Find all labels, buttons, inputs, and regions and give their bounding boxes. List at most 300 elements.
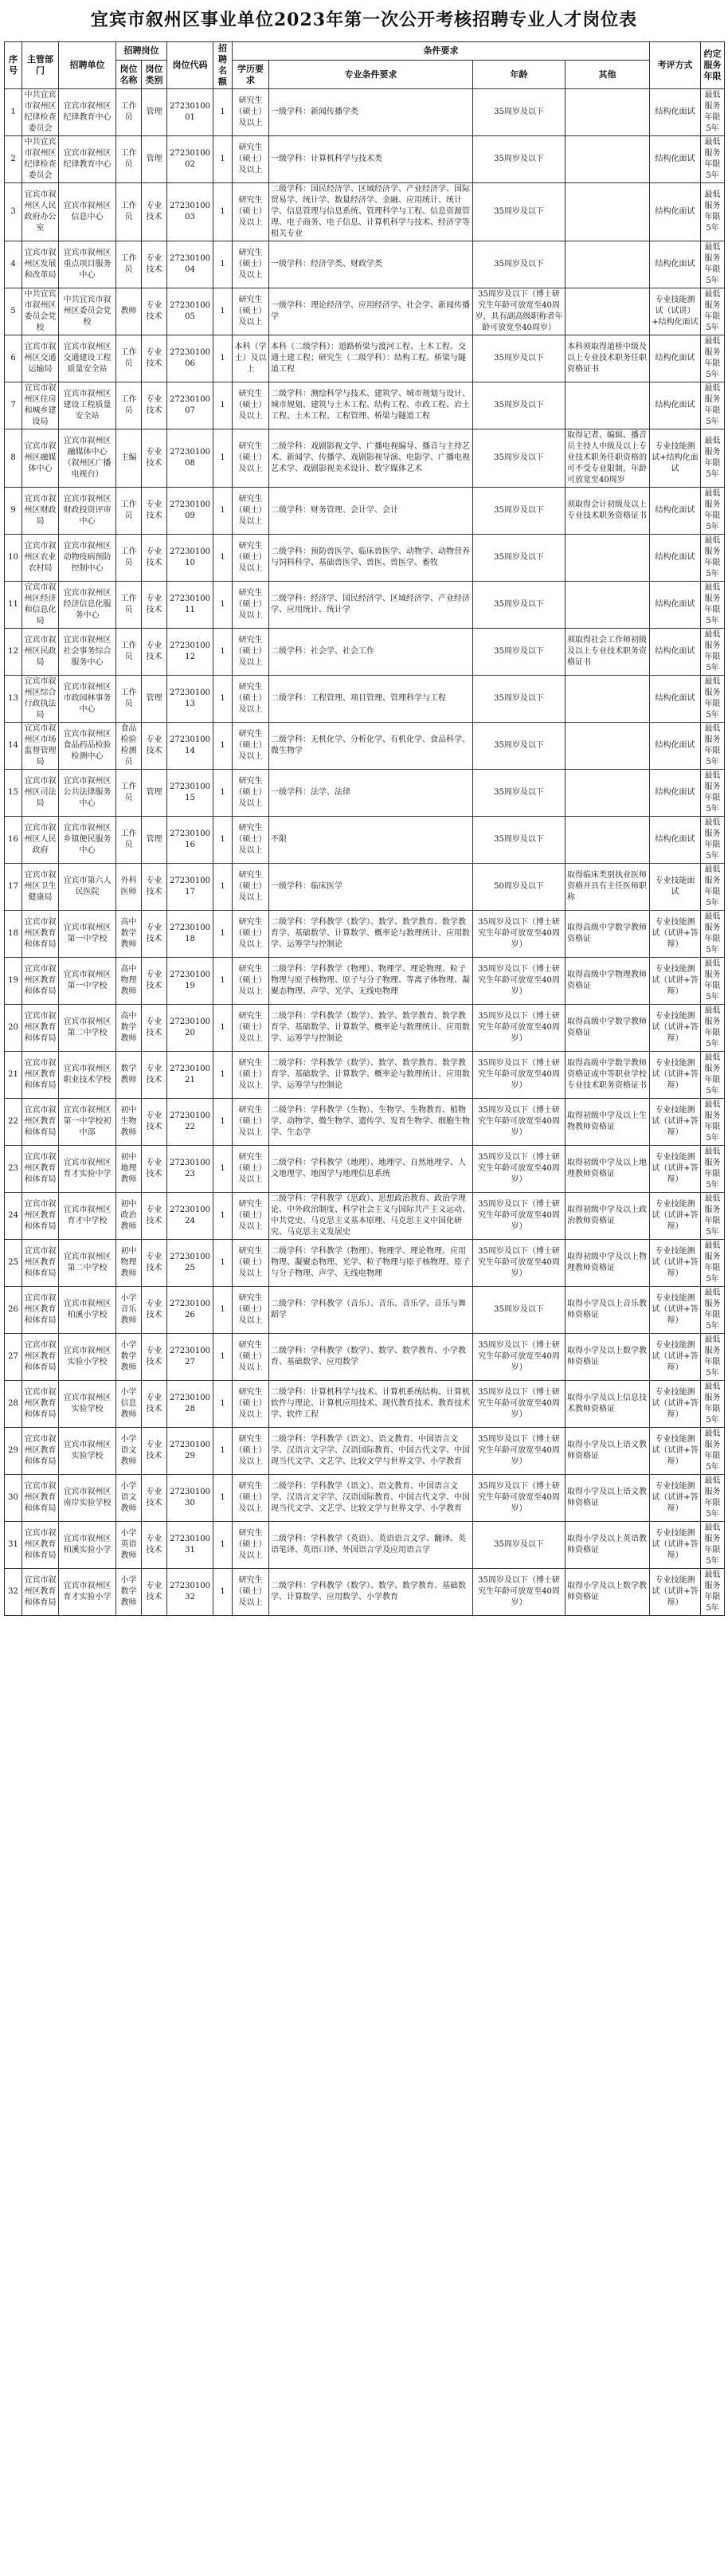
cell-post-code: 2723010002 [167,136,213,183]
cell-age: 35周岁及以下（博士研究生年龄可放宽至40周岁） [473,1099,566,1146]
cell-post-code: 2723010018 [167,911,213,958]
cell-post-name: 工作员 [116,136,142,183]
cell-post-type: 专业技术 [142,488,167,535]
cell-method: 结构化面试 [650,241,701,288]
cell-other [566,241,650,288]
cell-post-type: 专业技术 [142,1475,167,1522]
cell-method: 专业技能测试+结构化面试 [650,429,701,488]
cell-num: 1 [213,582,233,629]
cell-post-type: 专业技术 [142,864,167,911]
cell-other [566,89,650,136]
cell-other [566,288,650,335]
cell-major: 二级学科：学科教学（数学）、数学、数学教育、小学教育、基础数学、应用数学 [269,1334,473,1381]
cell-unit: 宜宾市叙州区第一中学校初中部 [59,1099,116,1146]
table-row [5,1005,725,1052]
cell-age: 35周岁及以下 [473,770,566,817]
cell-term: 最低服务年限5年 [701,864,725,911]
cell-method: 结构化面试 [650,723,701,770]
cell-post-code: 2723010025 [167,1240,213,1287]
cell-age: 35周岁及以下 [473,429,566,488]
cell-unit: 宜宾市叙州区实验学校 [59,1381,116,1428]
cell-method: 专业技能面试 [650,864,701,911]
cell-unit: 宜宾市叙州区第二中学校 [59,1240,116,1287]
cell-dept: 宜宾市叙州区财政局 [22,488,59,535]
cell-edu: 本科（学士）及以上 [233,335,269,382]
cell-age: 35周岁及以下（博士研究生年龄可放宽至40周岁） [473,1569,566,1616]
cell-dept: 宜宾市叙州区教育和体育局 [22,1475,59,1522]
cell-post-name: 食品检验检测员 [116,723,142,770]
cell-term: 最低服务年限5年 [701,582,725,629]
cell-age: 35周岁及以下（博士研究生年龄可放宽至40周岁） [473,1334,566,1381]
cell-seq: 3 [5,183,22,241]
cell-seq: 24 [5,1193,22,1240]
cell-other: 取得小学及以上英语教师资格证 [566,1522,650,1569]
cell-major: 二级学科：学科教学（语文）、语文教育、中国语言文学、汉语言文字学、汉语国际教育、中国古代文学、中国现当代文学、文艺学、比较文学与世界文学、小学教育 [269,1475,473,1522]
cell-edu: 研究生（硕士）及以上 [233,382,269,429]
cell-unit: 宜宾市叙州区育才实验中学 [59,1146,116,1193]
cell-dept: 宜宾市叙州区教育和体育局 [22,1334,59,1381]
cell-age: 35周岁及以下 [473,241,566,288]
cell-edu: 研究生（硕士）及以上 [233,676,269,723]
cell-term: 最低服务年限5年 [701,1475,725,1522]
cell-num: 1 [213,770,233,817]
cell-seq: 11 [5,582,22,629]
cell-num: 1 [213,382,233,429]
cell-method: 专业技能测试（试讲+答辩） [650,1381,701,1428]
cell-dept: 宜宾市叙州区教育和体育局 [22,1052,59,1099]
cell-edu: 研究生（硕士）及以上 [233,911,269,958]
cell-seq: 6 [5,335,22,382]
cell-dept: 宜宾市叙州区教育和体育局 [22,1099,59,1146]
cell-num: 1 [213,1052,233,1099]
cell-num: 1 [213,1381,233,1428]
table-row [5,629,725,676]
cell-dept: 宜宾市叙州区教育和体育局 [22,1428,59,1475]
cell-dept: 宜宾市叙州区司法局 [22,770,59,817]
cell-age: 35周岁及以下 [473,183,566,241]
cell-post-name: 初中生物教师 [116,1099,142,1146]
cell-major: 二级学科：计算机科学与技术、计算机系统结构、计算机软件与理论、计算机应用技术、现代教育技术、教育技术学、软件工程 [269,1381,473,1428]
cell-edu: 研究生（硕士）及以上 [233,582,269,629]
cell-post-type: 专业技术 [142,629,167,676]
cell-term: 最低服务年限5年 [701,958,725,1005]
cell-seq: 26 [5,1287,22,1334]
header-other: 其他 [566,61,650,89]
table-row [5,241,725,288]
cell-num: 1 [213,1522,233,1569]
cell-unit: 宜宾市叙州区乡镇便民服务中心 [59,817,116,864]
cell-post-type: 专业技术 [142,1381,167,1428]
cell-age: 35周岁及以下（博士研究生年龄可放宽至40周岁） [473,1475,566,1522]
cell-post-name: 工作员 [116,89,142,136]
cell-major: 二级学科：预防兽医学、临床兽医学、动物学、动物营养与饲料科学、基础兽医学、兽医、兽医学、畜牧 [269,535,473,582]
cell-post-type: 专业技术 [142,1052,167,1099]
cell-edu: 研究生（硕士）及以上 [233,89,269,136]
cell-post-code: 2723010001 [167,89,213,136]
cell-seq: 32 [5,1569,22,1616]
cell-num: 1 [213,288,233,335]
header-edu: 学历要求 [233,61,269,89]
cell-seq: 5 [5,288,22,335]
cell-term: 最低服务年限5年 [701,136,725,183]
cell-other: 取得高级中学物理教师资格证 [566,958,650,1005]
cell-post-type: 专业技术 [142,958,167,1005]
cell-post-name: 小学数学教师 [116,1334,142,1381]
cell-post-type: 专业技术 [142,1146,167,1193]
cell-post-name: 初中地理教师 [116,1146,142,1193]
cell-post-code: 2723010010 [167,535,213,582]
cell-num: 1 [213,1099,233,1146]
cell-method: 专业技能测试（试讲+答辩） [650,1146,701,1193]
table-row [5,1099,725,1146]
cell-unit: 宜宾市叙州区经济信息化服务中心 [59,582,116,629]
cell-term: 最低服务年限5年 [701,817,725,864]
cell-post-type: 专业技术 [142,241,167,288]
cell-dept: 宜宾市叙州区教育和体育局 [22,1522,59,1569]
cell-post-code: 2723010027 [167,1334,213,1381]
cell-term: 最低服务年限5年 [701,488,725,535]
cell-post-name: 工作员 [116,582,142,629]
cell-unit: 宜宾市叙州区重点项目服务中心 [59,241,116,288]
table-row [5,676,725,723]
cell-method: 专业技能测试（试讲+答辩） [650,1287,701,1334]
cell-unit: 宜宾市叙州区交通建设工程质量安全站 [59,335,116,382]
cell-post-code: 2723010028 [167,1381,213,1428]
cell-dept: 宜宾市叙州区教育和体育局 [22,911,59,958]
cell-term: 最低服务年限5年 [701,1381,725,1428]
cell-major: 二级学科：戏剧影视文学、广播电视编导、播音与主持艺术、新闻学、传播学、戏剧影视导演、电影学、广播电视艺术学、戏剧影视美术设计、数字媒体艺术 [269,429,473,488]
cell-dept: 宜宾市叙州区人民政府办公室 [22,183,59,241]
cell-unit: 宜宾市叙州区职业技术学校 [59,1052,116,1099]
cell-major: 二级学科：学科教学（数学）、数学、数学教育、数学教育学、基础数学、计算数学、概率论与数理统计、应用数学、运筹学与控制论 [269,1005,473,1052]
cell-major: 二级学科：社会学、社会工作 [269,629,473,676]
cell-age: 35周岁及以下 [473,629,566,676]
cell-post-type: 管理 [142,817,167,864]
cell-age: 50周岁及以下 [473,864,566,911]
cell-unit: 宜宾市叙州区南岸实验学校 [59,1475,116,1522]
cell-age: 35周岁及以下 [473,335,566,382]
header-post-name: 岗位名称 [116,61,142,89]
cell-post-name: 初中政治教师 [116,1193,142,1240]
cell-term: 最低服务年限5年 [701,89,725,136]
table-row [5,1381,725,1428]
table-row [5,1569,725,1616]
cell-other: 取得临床类别执业医师资格并具有主任医师职称 [566,864,650,911]
cell-term: 最低服务年限5年 [701,911,725,958]
cell-unit: 宜宾市叙州区第二中学校 [59,1005,116,1052]
cell-edu: 研究生（硕士）及以上 [233,1522,269,1569]
cell-post-code: 2723010024 [167,1193,213,1240]
cell-post-code: 2723010013 [167,676,213,723]
cell-seq: 13 [5,676,22,723]
cell-post-name: 初中物理教师 [116,1240,142,1287]
cell-edu: 研究生（硕士）及以上 [233,1193,269,1240]
cell-post-code: 2723010020 [167,1005,213,1052]
cell-post-type: 专业技术 [142,535,167,582]
cell-post-name: 工作员 [116,241,142,288]
cell-post-code: 2723010011 [167,582,213,629]
cell-dept: 宜宾市叙州区住房和城乡建设局 [22,382,59,429]
cell-seq: 4 [5,241,22,288]
cell-post-type: 专业技术 [142,1005,167,1052]
cell-other: 本科须取得道桥中级及以上专业技术职务任职资格证书 [566,335,650,382]
header-major: 专业条件要求 [269,61,473,89]
cell-edu: 研究生（硕士）及以上 [233,241,269,288]
cell-seq: 16 [5,817,22,864]
cell-post-name: 工作员 [116,488,142,535]
cell-post-name: 小学信息教师 [116,1381,142,1428]
cell-post-type: 管理 [142,89,167,136]
cell-method: 专业技能测试（试讲+答辩） [650,1005,701,1052]
cell-post-name: 工作员 [116,770,142,817]
cell-method: 专业技能测试（试讲+答辩） [650,1052,701,1099]
cell-seq: 30 [5,1475,22,1522]
cell-term: 最低服务年限5年 [701,1193,725,1240]
cell-term: 最低服务年限5年 [701,1099,725,1146]
cell-major: 二级学科：学科教学（语文）、语文教育、中国语言文学、汉语言文字学、汉语国际教育、中国古代文学、中国现当代文学、文艺学、比较文学与世界文学、小学教育 [269,1428,473,1475]
header-term: 约定服务年限 [701,42,725,89]
cell-seq: 28 [5,1381,22,1428]
cell-unit: 宜宾市叙州区育才实验小学 [59,1569,116,1616]
cell-unit: 宜宾市叙州区实验小学校 [59,1334,116,1381]
cell-seq: 7 [5,382,22,429]
cell-other [566,817,650,864]
cell-dept: 宜宾市叙州区教育和体育局 [22,1146,59,1193]
cell-age: 35周岁及以下 [473,1287,566,1334]
cell-method: 结构化面试 [650,382,701,429]
cell-major: 本科（二级学科）：道路桥梁与渡河工程、土木工程、交通土建工程；研究生（二级学科）：结构工程、桥梁与隧道工程 [269,335,473,382]
cell-term: 最低服务年限5年 [701,1005,725,1052]
cell-age: 35周岁及以下 [473,1522,566,1569]
cell-num: 1 [213,676,233,723]
cell-term: 最低服务年限5年 [701,1287,725,1334]
cell-post-name: 小学音乐教师 [116,1287,142,1334]
cell-post-name: 数学教师 [116,1052,142,1099]
cell-num: 1 [213,1193,233,1240]
recruitment-table [4,41,725,1616]
cell-post-type: 专业技术 [142,335,167,382]
cell-post-code: 2723010005 [167,288,213,335]
cell-num: 1 [213,535,233,582]
header-seq: 序号 [5,42,22,89]
cell-post-code: 2723010003 [167,183,213,241]
cell-dept: 宜宾市叙州区卫生健康局 [22,864,59,911]
cell-term: 最低服务年限5年 [701,382,725,429]
cell-post-code: 2723010016 [167,817,213,864]
cell-term: 最低服务年限5年 [701,1522,725,1569]
cell-unit: 宜宾市叙州区实验学校 [59,1428,116,1475]
cell-post-name: 工作员 [116,817,142,864]
cell-edu: 研究生（硕士）及以上 [233,288,269,335]
cell-edu: 研究生（硕士）及以上 [233,488,269,535]
cell-term: 最低服务年限5年 [701,1428,725,1475]
cell-post-code: 2723010012 [167,629,213,676]
cell-dept: 宜宾市叙州区教育和体育局 [22,958,59,1005]
cell-major: 一级学科：理论经济学、应用经济学、社会学、新闻传播学 [269,288,473,335]
header-num: 招聘名额 [213,42,233,89]
table-row [5,1052,725,1099]
page-title: 宜宾市叙州区事业单位2023年第一次公开考核招聘专业人才岗位表 [90,10,638,30]
cell-post-code: 2723010031 [167,1522,213,1569]
cell-edu: 研究生（硕士）及以上 [233,1569,269,1616]
cell-age: 35周岁及以下（博士研究生年龄可放宽至40周岁） [473,1428,566,1475]
cell-method: 专业技能测试（试讲）+结构化面试 [650,288,701,335]
table-row [5,183,725,241]
cell-method: 结构化面试 [650,676,701,723]
cell-major: 一级学科：新闻传播学类 [269,89,473,136]
table-row [5,288,725,335]
cell-edu: 研究生（硕士）及以上 [233,1005,269,1052]
cell-term: 最低服务年限5年 [701,335,725,382]
cell-age: 35周岁及以下（博士研究生年龄可放宽至40周岁） [473,1381,566,1428]
cell-post-type: 专业技术 [142,1287,167,1334]
cell-dept: 宜宾市叙州区教育和体育局 [22,1240,59,1287]
table-row [5,535,725,582]
cell-term: 最低服务年限5年 [701,288,725,335]
cell-post-type: 专业技术 [142,1099,167,1146]
cell-major: 一级学科：临床医学 [269,864,473,911]
table-row [5,89,725,136]
cell-other [566,183,650,241]
cell-seq: 10 [5,535,22,582]
cell-dept: 中共宜宾市叙州区纪律检查委员会 [22,136,59,183]
cell-seq: 12 [5,629,22,676]
cell-unit: 宜宾市叙州区动物疫病预防控制中心 [59,535,116,582]
cell-edu: 研究生（硕士）及以上 [233,629,269,676]
table-row [5,382,725,429]
cell-major: 二级学科：学科教学（地理）、地理学、自然地理学、人文地理学、地图学与地理信息系统 [269,1146,473,1193]
cell-post-code: 2723010030 [167,1475,213,1522]
cell-seq: 18 [5,911,22,958]
cell-seq: 17 [5,864,22,911]
cell-seq: 19 [5,958,22,1005]
cell-num: 1 [213,136,233,183]
cell-seq: 25 [5,1240,22,1287]
cell-post-type: 专业技术 [142,429,167,488]
table-row [5,1146,725,1193]
cell-age: 35周岁及以下 [473,89,566,136]
cell-num: 1 [213,864,233,911]
header-post-type: 岗位类别 [142,61,167,89]
cell-major: 二级学科：学科教学（物理）、物理学、理论物理、粒子物理与原子核物理、原子与分子物理、等离子体物理、凝聚态物理、声学、光学、无线电物理 [269,958,473,1005]
cell-post-type: 专业技术 [142,723,167,770]
cell-major: 二级学科：学科教学（数学）、数学、数学教育、数学教育学、基础数学、计算数学、概率论与数理统计、应用数学、运筹学与控制论 [269,911,473,958]
cell-age: 35周岁及以下（博士研究生年龄可放宽至40周岁） [473,958,566,1005]
cell-term: 最低服务年限5年 [701,629,725,676]
table-row [5,1475,725,1522]
cell-edu: 研究生（硕士）及以上 [233,1428,269,1475]
cell-unit: 中共宜宾市叙州区委员会党校 [59,288,116,335]
cell-other: 取得初级中学及以上生物教师资格证 [566,1099,650,1146]
table-row [5,335,725,382]
cell-post-code: 2723010004 [167,241,213,288]
cell-dept: 中共宜宾市叙州区纪律检查委员会 [22,89,59,136]
cell-other [566,676,650,723]
cell-post-code: 2723010009 [167,488,213,535]
cell-post-code: 2723010029 [167,1428,213,1475]
cell-unit: 宜宾市叙州区市政园林事务中心 [59,676,116,723]
cell-major: 二级学科：学科教学（数学）、数学、数学教育、数学教育学、基础数学、计算数学、概率论与数理统计、应用数学、运筹学与控制论 [269,1052,473,1099]
cell-method: 专业技能测试（试讲+答辩） [650,1240,701,1287]
cell-post-code: 2723010006 [167,335,213,382]
cell-post-name: 主编 [116,429,142,488]
cell-major: 二级学科：学科教学（音乐）、音乐、音乐学、音乐与舞蹈学 [269,1287,473,1334]
cell-term: 最低服务年限5年 [701,1240,725,1287]
cell-unit: 宜宾市叙州区信息中心 [59,183,116,241]
cell-dept: 宜宾市叙州区民政局 [22,629,59,676]
cell-seq: 21 [5,1052,22,1099]
cell-post-name: 工作员 [116,382,142,429]
cell-post-type: 管理 [142,136,167,183]
cell-post-type: 专业技术 [142,382,167,429]
cell-major: 不限 [269,817,473,864]
cell-age: 35周岁及以下（博士研究生年龄可放宽至40周岁） [473,1146,566,1193]
cell-edu: 研究生（硕士）及以上 [233,1146,269,1193]
cell-other [566,723,650,770]
cell-unit: 宜宾市叙州区社会事务综合服务中心 [59,629,116,676]
cell-age: 35周岁及以下（博士研究生年龄可放宽至40周岁） [473,911,566,958]
cell-num: 1 [213,1334,233,1381]
cell-unit: 宜宾市叙州区第一中学校 [59,911,116,958]
cell-term: 最低服务年限5年 [701,1146,725,1193]
cell-dept: 宜宾市叙州区综合行政执法局 [22,676,59,723]
cell-dept: 宜宾市叙州区人民政府 [22,817,59,864]
cell-age: 35周岁及以下 [473,817,566,864]
cell-age: 35周岁及以下 [473,488,566,535]
cell-other: 须取得社会工作师初级及以上专业技术职务资格证书 [566,629,650,676]
cell-major: 一级学科：计算机科学与技术类 [269,136,473,183]
cell-edu: 研究生（硕士）及以上 [233,1052,269,1099]
cell-post-name: 小学英语教师 [116,1522,142,1569]
cell-age: 35周岁及以下（博士研究生年龄可放宽至40周岁） [473,1052,566,1099]
cell-num: 1 [213,1287,233,1334]
cell-other: 取得小学及以上数学教师资格证 [566,1334,650,1381]
cell-dept: 宜宾市叙州区市场监督管理局 [22,723,59,770]
header-post-group: 招聘岗位 [116,42,167,61]
cell-edu: 研究生（硕士）及以上 [233,1334,269,1381]
cell-post-name: 高中数学教师 [116,1005,142,1052]
header-unit: 招聘单位 [59,42,116,89]
cell-age: 35周岁及以下（博士研究生年龄可放宽至40周岁） [473,1193,566,1240]
table-row [5,1240,725,1287]
cell-post-code: 2723010023 [167,1146,213,1193]
cell-term: 最低服务年限5年 [701,429,725,488]
cell-method: 专业技能测试（试讲+答辩） [650,911,701,958]
cell-method: 结构化面试 [650,817,701,864]
cell-major: 二级学科：无机化学、分析化学、有机化学、食品科学、微生物学 [269,723,473,770]
cell-other [566,582,650,629]
cell-post-code: 2723010007 [167,382,213,429]
cell-edu: 研究生（硕士）及以上 [233,1381,269,1428]
cell-method: 结构化面试 [650,183,701,241]
cell-num: 1 [213,1240,233,1287]
cell-post-name: 高中物理教师 [116,958,142,1005]
cell-method: 专业技能测试（试讲+答辩） [650,1569,701,1616]
cell-edu: 研究生（硕士）及以上 [233,1099,269,1146]
cell-method: 专业技能测试（试讲+答辩） [650,958,701,1005]
table-row [5,723,725,770]
cell-seq: 8 [5,429,22,488]
table-row [5,1287,725,1334]
cell-num: 1 [213,629,233,676]
cell-method: 结构化面试 [650,629,701,676]
cell-term: 最低服务年限5年 [701,676,725,723]
cell-post-type: 专业技术 [142,1334,167,1381]
table-row [5,1428,725,1475]
cell-seq: 22 [5,1099,22,1146]
cell-post-name: 工作员 [116,676,142,723]
cell-age: 35周岁及以下 [473,723,566,770]
